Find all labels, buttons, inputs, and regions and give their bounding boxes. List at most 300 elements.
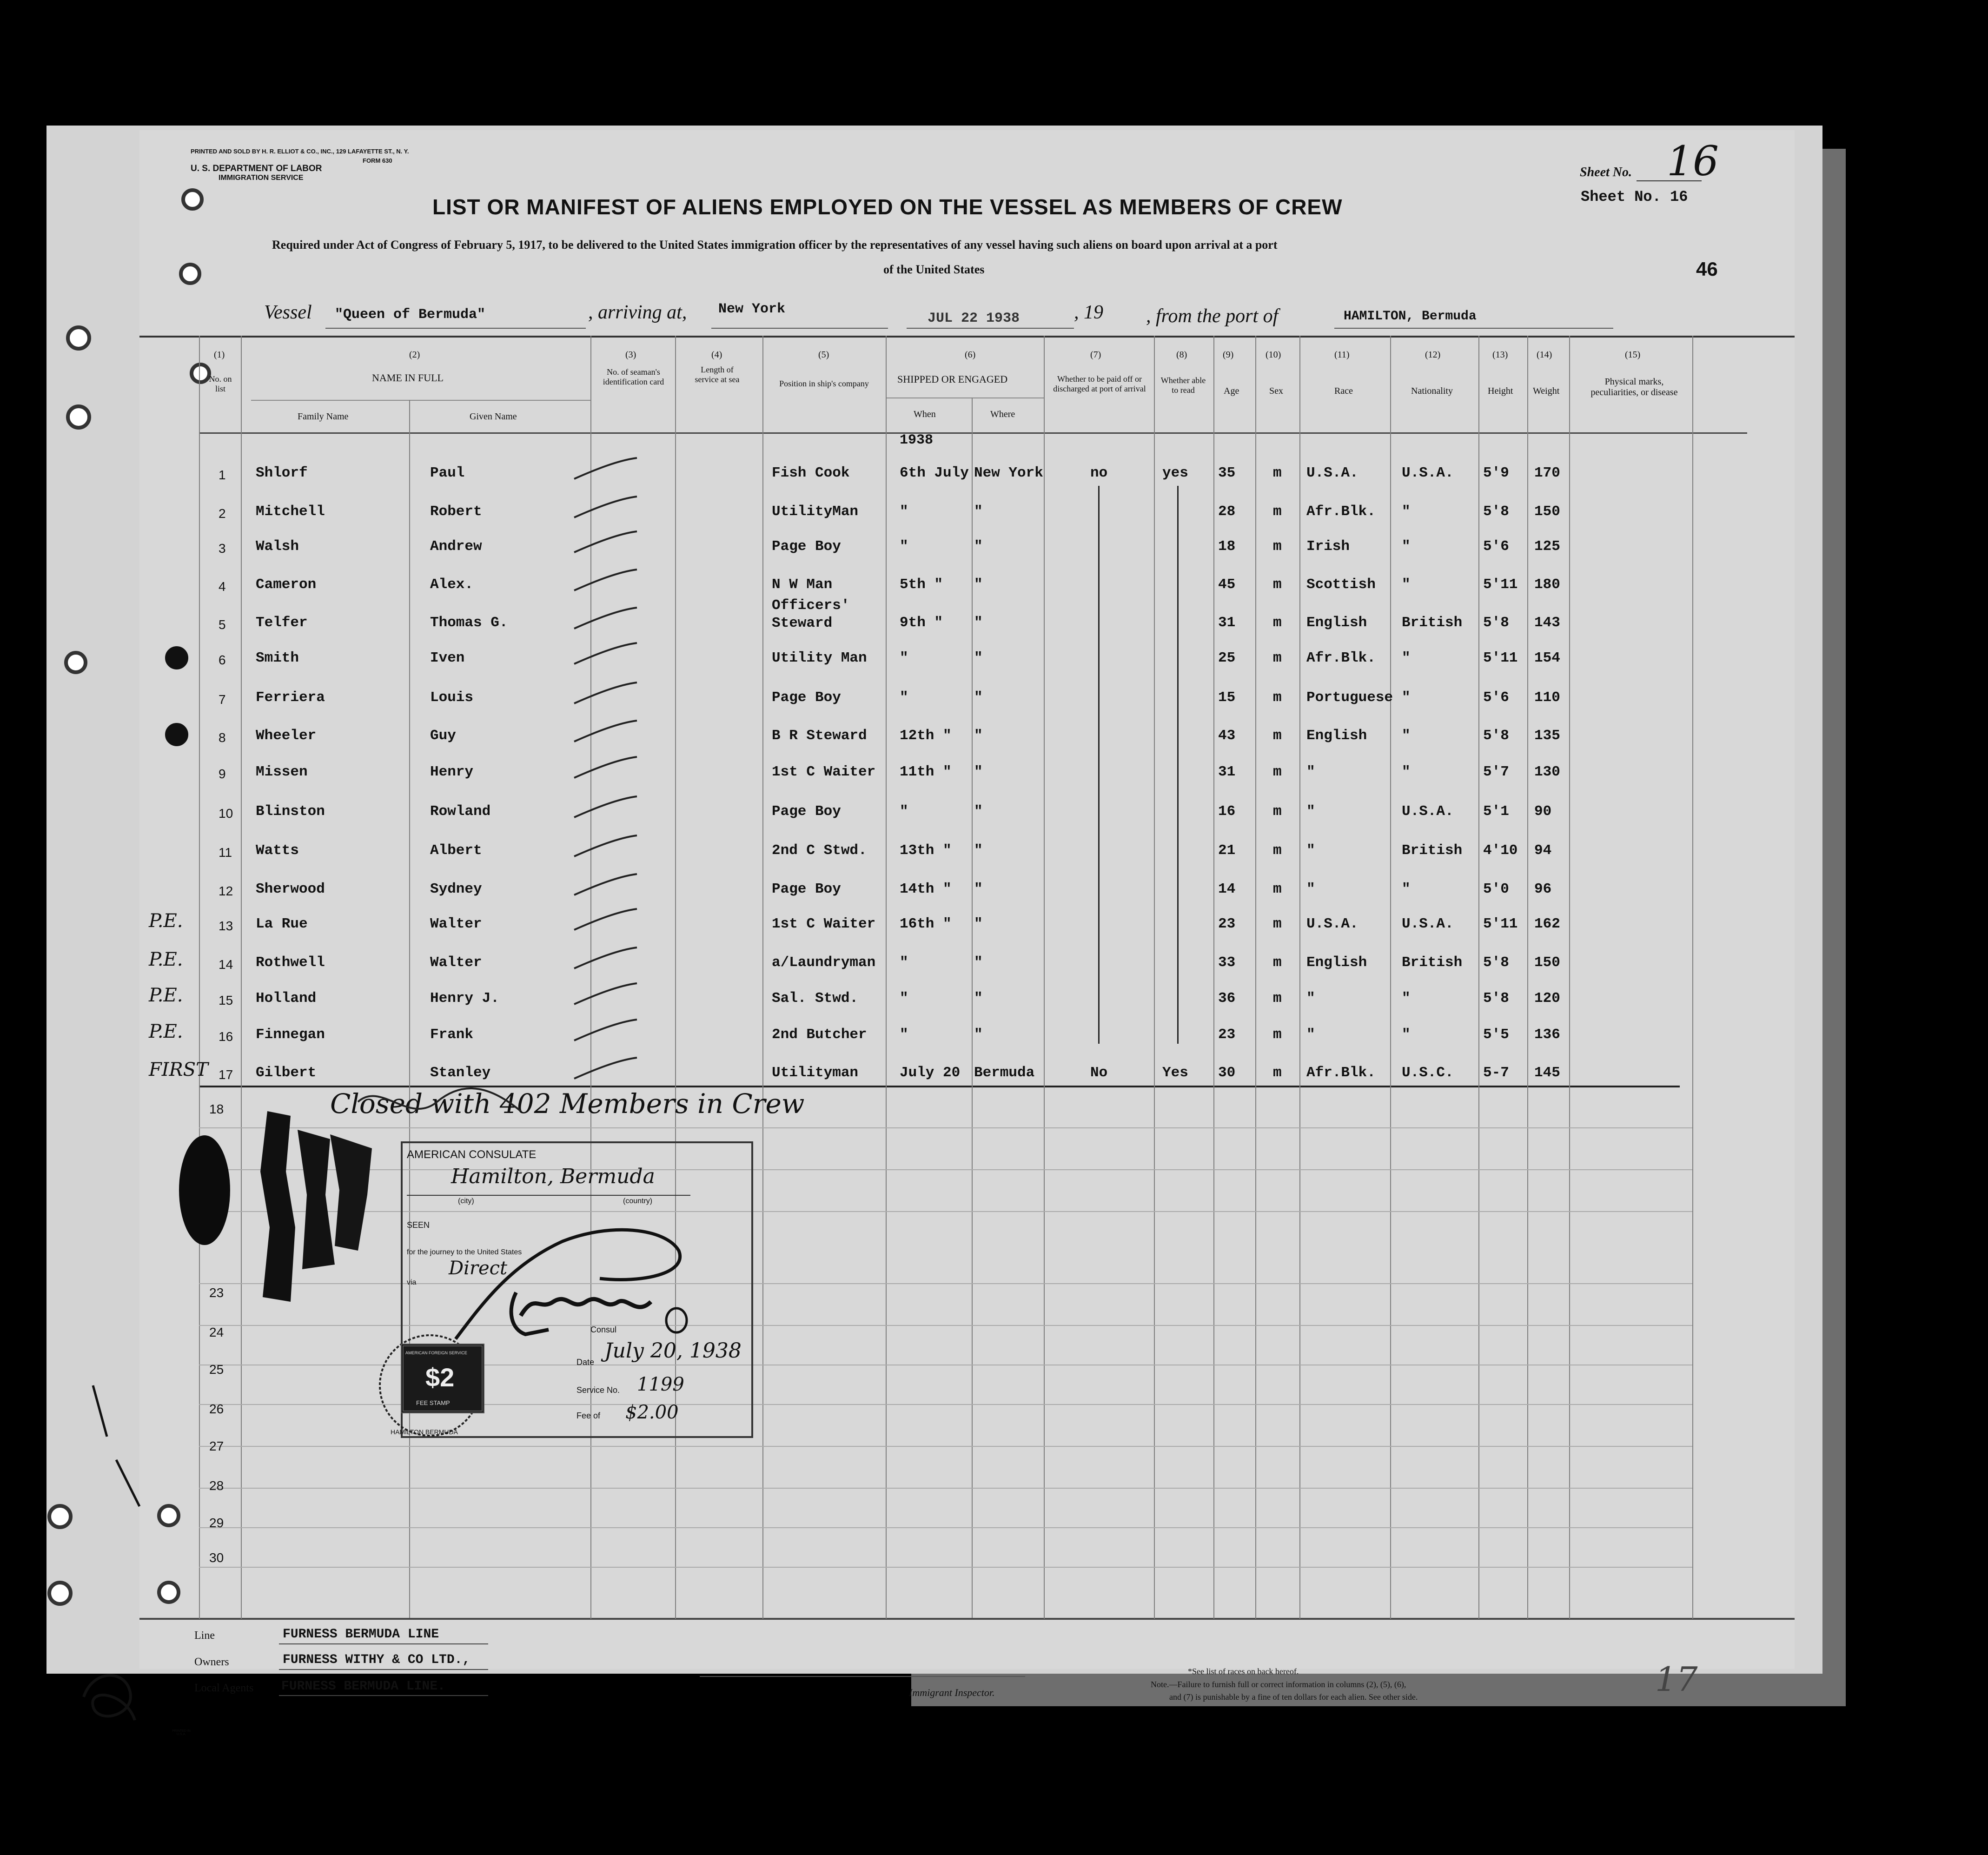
- id-card-dash: [572, 907, 642, 934]
- race: Scottish: [1306, 576, 1376, 593]
- shipped-when: ": [900, 1027, 908, 1043]
- empty-row-number: 27: [209, 1439, 224, 1453]
- departure-port: HAMILTON, Bermuda: [1344, 309, 1477, 324]
- nationality: ": [1402, 650, 1411, 666]
- nationality: ": [1402, 576, 1411, 593]
- row-rule: [199, 1527, 1692, 1528]
- family-name: Wheeler: [256, 728, 317, 744]
- position: 1st C Waiter: [772, 764, 876, 780]
- weight: 143: [1534, 615, 1560, 631]
- race: U.S.A.: [1306, 465, 1358, 481]
- table-top-rule: [139, 336, 1795, 338]
- family-name: Finnegan: [256, 1027, 325, 1043]
- col-divider: [1569, 336, 1570, 1619]
- consulate-journey-label: for the journey to the United States: [407, 1248, 522, 1256]
- name-subheader-rule: [251, 400, 590, 401]
- id-card-dash: [572, 872, 642, 900]
- margin-annotation: P.E.: [149, 949, 183, 970]
- height: 5'8: [1483, 954, 1509, 971]
- nationality: British: [1402, 954, 1463, 971]
- agents-value: FURNESS BERMUDA LINE.: [281, 1679, 445, 1694]
- race: Afr.Blk.: [1306, 650, 1376, 666]
- position: Officers' Steward: [772, 597, 850, 631]
- sex: m: [1273, 728, 1282, 744]
- age: 16: [1218, 803, 1236, 820]
- line-label: Line: [194, 1630, 215, 1642]
- empty-row-number: 24: [209, 1325, 224, 1339]
- race: ": [1306, 842, 1315, 859]
- sex: m: [1273, 689, 1282, 706]
- age: 33: [1218, 954, 1236, 971]
- row-number: 15: [219, 993, 233, 1007]
- position: Sal. Stwd.: [772, 990, 859, 1007]
- weight: 145: [1534, 1065, 1560, 1081]
- shipped-when: 6th July: [900, 465, 969, 481]
- height: 5'7: [1483, 764, 1509, 780]
- col-divider: [972, 398, 973, 1618]
- weight: 154: [1534, 650, 1560, 666]
- sex: m: [1273, 764, 1282, 780]
- nationality: U.S.A.: [1402, 803, 1454, 820]
- margin-handwriting: [79, 1376, 149, 1516]
- tiny-print-mark: PRINTED IN U.S.A.: [172, 1729, 191, 1736]
- empty-row-number: 26: [209, 1402, 224, 1416]
- fee-stamp-bottom: FEE STAMP: [416, 1399, 450, 1406]
- position: N W Man: [772, 576, 833, 593]
- col-num-1: (1): [214, 350, 225, 360]
- height: 5'5: [1483, 1027, 1509, 1043]
- empty-row-number: 30: [209, 1550, 224, 1565]
- col-label-1: No. on list: [209, 374, 232, 393]
- row-number: 6: [219, 653, 226, 667]
- sex: m: [1273, 954, 1282, 971]
- position: Fish Cook: [772, 465, 850, 481]
- consulate-via-label: via: [407, 1279, 417, 1286]
- consulate-title: AMERICAN CONSULATE: [407, 1148, 537, 1161]
- col-num-12: (12): [1425, 350, 1441, 360]
- shipped-where: ": [974, 615, 983, 631]
- sex: m: [1273, 881, 1282, 897]
- footer-note-1: *See list of races on back hereof.: [1188, 1667, 1299, 1676]
- race: Irish: [1306, 538, 1350, 555]
- shipped-when: ": [900, 803, 908, 820]
- family-name: Sherwood: [256, 881, 325, 897]
- id-card-dash: [572, 641, 642, 669]
- punch-hole: [47, 1504, 73, 1529]
- position: Page Boy: [772, 689, 841, 706]
- col-label-14: Weight: [1533, 386, 1560, 396]
- id-card-dash: [572, 718, 642, 746]
- height: 5'11: [1483, 916, 1518, 932]
- document-subtitle-line1: Required under Act of Congress of February 5, 1917, to be delivered to the United States immigration officer by the representatives of any vessel having such aliens on board upon arrival at a port: [272, 238, 1278, 252]
- age: 36: [1218, 990, 1236, 1007]
- family-name: Rothwell: [256, 954, 325, 971]
- shipped-when: 9th ": [900, 615, 943, 631]
- position: 1st C Waiter: [772, 916, 876, 932]
- shipped-when: ": [900, 538, 908, 555]
- sex: m: [1273, 842, 1282, 859]
- given-name: Stanley: [430, 1065, 491, 1081]
- row-number: 10: [219, 806, 233, 821]
- given-name: Alex.: [430, 576, 474, 593]
- position: Utilityman: [772, 1065, 859, 1081]
- shipped-where: ": [974, 538, 983, 555]
- height: 5'0: [1483, 881, 1509, 897]
- consulate-country-label: (country): [623, 1197, 653, 1205]
- ink-blot: [325, 1130, 377, 1255]
- family-name: Mitchell: [256, 504, 325, 520]
- col-num-13: (13): [1492, 350, 1508, 360]
- id-card-dash: [572, 755, 642, 782]
- given-name: Louis: [430, 689, 474, 706]
- punch-hole: [66, 404, 91, 430]
- inspector-label: Immigrant Inspector.: [909, 1687, 995, 1698]
- row-number: 16: [219, 1029, 233, 1044]
- height: 5'11: [1483, 576, 1518, 593]
- id-card-dash: [572, 456, 642, 484]
- nationality: ": [1402, 764, 1411, 780]
- row-number: 12: [219, 884, 233, 898]
- consulate-fee-handwritten: $2.00: [625, 1402, 679, 1423]
- id-card-dash: [572, 1055, 642, 1083]
- row-number: 11: [219, 845, 232, 860]
- shipped-where: ": [974, 916, 983, 932]
- sex: m: [1273, 1065, 1282, 1081]
- family-name: La Rue: [256, 916, 308, 932]
- shipped-when: 13th ": [900, 842, 952, 859]
- race: English: [1306, 954, 1367, 971]
- row-number: 14: [219, 957, 233, 972]
- given-name: Iven: [430, 650, 465, 666]
- given-name: Walter: [430, 916, 482, 932]
- height: 5'11: [1483, 650, 1518, 666]
- row-number: 8: [219, 730, 226, 745]
- id-card-dash: [572, 494, 642, 522]
- nationality: ": [1402, 504, 1411, 520]
- empty-row-number: 23: [209, 1285, 224, 1300]
- family-name: Missen: [256, 764, 308, 780]
- from-port-label: , from the port of: [1146, 305, 1279, 327]
- col-divider: [1390, 336, 1391, 1619]
- race: English: [1306, 615, 1367, 631]
- vessel-name: "Queen of Bermuda": [335, 307, 486, 323]
- fee-stamp-top: AMERICAN FOREIGN SERVICE: [405, 1351, 467, 1355]
- height: 4'10: [1483, 842, 1518, 859]
- punch-hole: [157, 1504, 180, 1527]
- race: English: [1306, 728, 1367, 744]
- weight: 130: [1534, 764, 1560, 780]
- id-card-dash: [572, 794, 642, 822]
- id-card-dash: [572, 680, 642, 708]
- punch-hole: [47, 1581, 73, 1606]
- consulate-service-label: Service No.: [577, 1385, 620, 1395]
- row-number: 7: [219, 692, 226, 707]
- consulate-date-handwritten: July 20, 1938: [604, 1339, 742, 1363]
- weight: 180: [1534, 576, 1560, 593]
- given-name: Paul: [430, 465, 465, 481]
- weight: 90: [1534, 803, 1552, 820]
- family-name: Watts: [256, 842, 299, 859]
- given-name: Rowland: [430, 803, 491, 820]
- col-divider: [1299, 336, 1300, 1619]
- row-rule: [199, 1488, 1692, 1489]
- position: a/Laundryman: [772, 954, 876, 971]
- height: 5'9: [1483, 465, 1509, 481]
- age: 45: [1218, 576, 1236, 593]
- height: 5'6: [1483, 689, 1509, 706]
- col-label-2: NAME IN FULL: [372, 372, 444, 384]
- given-name: Frank: [430, 1027, 474, 1043]
- punch-hole: [64, 651, 87, 674]
- able-to-read: Yes: [1162, 1065, 1188, 1081]
- age: 35: [1218, 465, 1236, 481]
- corner-number: 46: [1696, 258, 1718, 280]
- position: 2nd Butcher: [772, 1027, 867, 1043]
- consulate-city-handwritten: Hamilton, Bermuda: [451, 1165, 655, 1188]
- age: 18: [1218, 538, 1236, 555]
- service-label: IMMIGRATION SERVICE: [219, 174, 304, 182]
- nationality: U.S.C.: [1402, 1065, 1454, 1081]
- able-to-read: yes: [1162, 465, 1188, 481]
- col-divider: [762, 336, 763, 1619]
- age: 28: [1218, 504, 1236, 520]
- nationality: ": [1402, 538, 1411, 555]
- shipped-when: 11th ": [900, 764, 952, 780]
- consular-seal-text: HAMILTON BERMUDA: [391, 1428, 458, 1436]
- weight: 135: [1534, 728, 1560, 744]
- col-label-4: Length of service at sea: [695, 365, 740, 384]
- id-card-dash: [572, 1017, 642, 1045]
- col-label-5: Position in ship's company: [779, 379, 869, 388]
- col-num-15: (15): [1625, 350, 1641, 360]
- weight: 136: [1534, 1027, 1560, 1043]
- col-label-13: Height: [1488, 386, 1513, 396]
- col-num-10: (10): [1266, 350, 1281, 360]
- col-divider: [1692, 336, 1693, 1619]
- given-name: Henry J.: [430, 990, 499, 1007]
- shipped-where: ": [974, 728, 983, 744]
- nationality: ": [1402, 689, 1411, 706]
- col-label-15: Physical marks, peculiarities, or disease: [1590, 377, 1678, 398]
- shipped-where: ": [974, 650, 983, 666]
- empty-row-number: 29: [209, 1516, 224, 1530]
- family-name: Cameron: [256, 576, 317, 593]
- agents-underline: [279, 1695, 488, 1696]
- margin-annotation: P.E.: [149, 985, 183, 1006]
- row-rule: [199, 1446, 1692, 1447]
- height: 5'1: [1483, 803, 1509, 820]
- consul-label: Consul: [590, 1325, 617, 1334]
- family-name: Blinston: [256, 803, 325, 820]
- age: 31: [1218, 615, 1236, 631]
- shipped-where: ": [974, 803, 983, 820]
- shipped-when: ": [900, 954, 908, 971]
- row-number: 17: [219, 1067, 233, 1082]
- consulate-city-label: (city): [458, 1197, 474, 1205]
- age: 14: [1218, 881, 1236, 897]
- consulate-service-handwritten: 1199: [637, 1374, 684, 1395]
- row-number: 13: [219, 919, 233, 933]
- col-divider: [199, 336, 200, 1619]
- weight: 162: [1534, 916, 1560, 932]
- weight: 170: [1534, 465, 1560, 481]
- position: UtilityMan: [772, 504, 859, 520]
- sex: m: [1273, 576, 1282, 593]
- margin-handwriting: [74, 1664, 144, 1729]
- sex: m: [1273, 465, 1282, 481]
- printer-line: PRINTED AND SOLD BY H. R. ELLIOT & CO., INC., 129 LAFAYETTE ST., N. Y.: [191, 148, 409, 155]
- race: U.S.A.: [1306, 916, 1358, 932]
- col-num-14: (14): [1537, 350, 1552, 360]
- race: ": [1306, 764, 1315, 780]
- punch-hole: [179, 263, 201, 285]
- nationality: British: [1402, 615, 1463, 631]
- punch-hole: [157, 1581, 180, 1604]
- race: Afr.Blk.: [1306, 1065, 1376, 1081]
- year-note: 1938: [900, 432, 934, 448]
- nationality: U.S.A.: [1402, 916, 1454, 932]
- consulate-city-line: [407, 1195, 690, 1196]
- arriving-underline: [711, 328, 888, 329]
- weight: 120: [1534, 990, 1560, 1007]
- id-card-dash: [572, 567, 642, 595]
- col-sub-family: Family Name: [298, 411, 349, 422]
- weight: 150: [1534, 954, 1560, 971]
- agents-label: Local Agents: [194, 1682, 254, 1694]
- col-label-8: Whether able to read: [1160, 376, 1206, 395]
- corner-page-handwritten: 17: [1655, 1660, 1698, 1699]
- margin-annotation: FIRST: [149, 1059, 208, 1080]
- sex: m: [1273, 803, 1282, 820]
- height: 5'8: [1483, 728, 1509, 744]
- col-sub-given: Given Name: [470, 411, 517, 422]
- closing-note-handwritten: Closed with 402 Members in Crew: [330, 1088, 805, 1120]
- sex: m: [1273, 990, 1282, 1007]
- shipped-where: Bermuda: [974, 1065, 1035, 1081]
- col-divider: [1154, 336, 1155, 1619]
- col-num-7: (7): [1090, 350, 1101, 360]
- family-name: Shlorf: [256, 465, 308, 481]
- nationality: U.S.A.: [1402, 465, 1454, 481]
- shipped-where: ": [974, 881, 983, 897]
- row-number: 5: [219, 617, 226, 632]
- col-sub-when: When: [914, 409, 936, 419]
- col-label-7: Whether to be paid off or discharged at port of arrival: [1053, 374, 1146, 393]
- row-number: 3: [219, 541, 226, 556]
- age: 21: [1218, 842, 1236, 859]
- height: 5'8: [1483, 615, 1509, 631]
- vessel-label: Vessel: [264, 302, 312, 323]
- age: 30: [1218, 1065, 1236, 1081]
- empty-row-number: 28: [209, 1478, 224, 1493]
- col-label-10: Sex: [1269, 386, 1283, 396]
- nationality: ": [1402, 728, 1411, 744]
- arrival-date-stamp: JUL 22 1938: [928, 311, 1020, 326]
- position: 2nd C Stwd.: [772, 842, 867, 859]
- position: B R Steward: [772, 728, 867, 744]
- shipped-when: 5th ": [900, 576, 943, 593]
- id-card-dash: [572, 945, 642, 973]
- sheet-number-label: Sheet No.: [1580, 165, 1632, 179]
- col-divider: [1255, 336, 1256, 1619]
- department-label: U. S. DEPARTMENT OF LABOR: [191, 164, 322, 173]
- shipped-where: ": [974, 689, 983, 706]
- line-underline: [279, 1643, 488, 1644]
- shipped-where: ": [974, 1027, 983, 1043]
- given-name: Sydney: [430, 881, 482, 897]
- shipped-when: ": [900, 504, 908, 520]
- col-sub-where: Where: [990, 409, 1015, 419]
- shipped-where: ": [974, 842, 983, 859]
- ditto-line-read: [1177, 486, 1179, 1044]
- header-bottom-rule: [199, 432, 1747, 434]
- col-divider: [241, 336, 242, 1619]
- shipped-when: 14th ": [900, 881, 952, 897]
- ink-blot-seal: [177, 1130, 232, 1251]
- vessel-underline: [325, 328, 586, 329]
- weight: 94: [1534, 842, 1552, 859]
- paid-off: No: [1090, 1065, 1108, 1081]
- family-name: Gilbert: [256, 1065, 317, 1081]
- id-card-dash: [572, 981, 642, 1009]
- col-divider: [1044, 336, 1045, 1619]
- shipped-where: ": [974, 764, 983, 780]
- sheet-number-typed: Sheet No. 16: [1581, 188, 1688, 205]
- id-card-dash: [572, 833, 642, 861]
- empty-row-number: 18: [209, 1102, 224, 1116]
- weight: 96: [1534, 881, 1552, 897]
- height: 5'8: [1483, 990, 1509, 1007]
- family-name: Holland: [256, 990, 317, 1007]
- col-num-6: (6): [965, 350, 976, 360]
- position: Utility Man: [772, 650, 867, 666]
- shipped-where: ": [974, 954, 983, 971]
- col-label-3: No. of seaman's identification card: [603, 367, 664, 386]
- date-underline: [907, 328, 1074, 329]
- col-label-12: Nationality: [1411, 386, 1453, 396]
- sex: m: [1273, 1027, 1282, 1043]
- closing-note-underline: [353, 1083, 614, 1139]
- race: ": [1306, 1027, 1315, 1043]
- given-name: Walter: [430, 954, 482, 971]
- race: ": [1306, 803, 1315, 820]
- age: 25: [1218, 650, 1236, 666]
- owners-value: FURNESS WITHY & CO LTD.,: [283, 1653, 470, 1667]
- id-card-dash: [572, 605, 642, 633]
- weight: 125: [1534, 538, 1560, 555]
- col-num-4: (4): [711, 350, 722, 360]
- family-name: Ferriera: [256, 689, 325, 706]
- owners-underline: [279, 1669, 488, 1670]
- arriving-port: New York: [718, 301, 786, 317]
- sex: m: [1273, 504, 1282, 520]
- shipped-where: ": [974, 990, 983, 1007]
- col-num-5: (5): [818, 350, 829, 360]
- age: 31: [1218, 764, 1236, 780]
- race: ": [1306, 990, 1315, 1007]
- consul-signature: [446, 1209, 707, 1348]
- consulate-date-label: Date: [577, 1358, 595, 1367]
- from-underline: [1334, 328, 1613, 329]
- fee-stamp-value: $2: [425, 1363, 455, 1392]
- sex: m: [1273, 916, 1282, 932]
- weight: 150: [1534, 504, 1560, 520]
- line-value: FURNESS BERMUDA LINE: [283, 1627, 439, 1642]
- race: Afr.Blk.: [1306, 504, 1376, 520]
- col-label-6: SHIPPED OR ENGAGED: [897, 373, 1008, 385]
- shipped-when: July 20: [900, 1065, 961, 1081]
- age: 43: [1218, 728, 1236, 744]
